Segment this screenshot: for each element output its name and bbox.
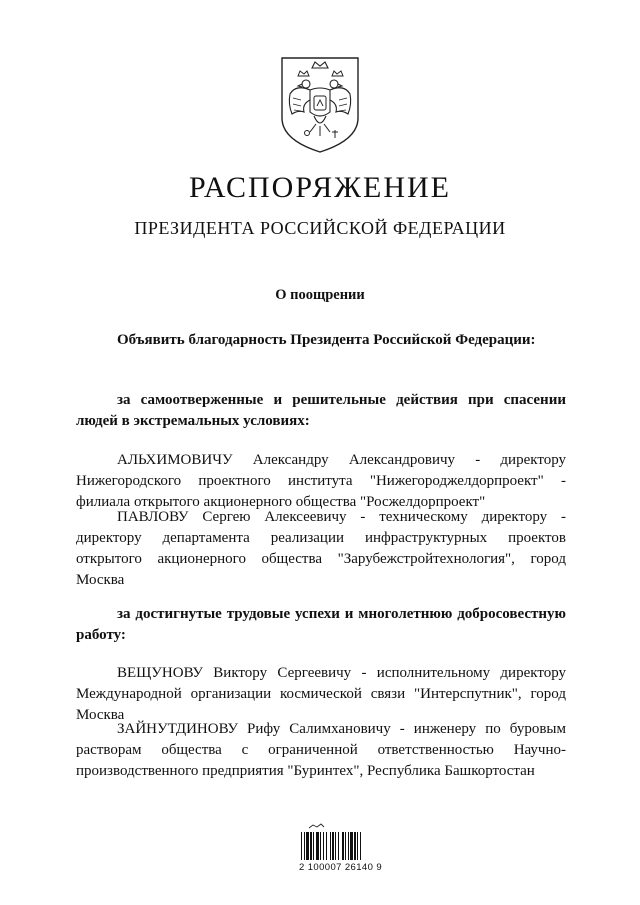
award-entry-text: ВЕЩУНОВУ Виктору Сергеевичу - исполнительному директору Международной организации космической связи "Интерспутник", город Москва [76, 665, 566, 723]
section2-heading-text: за достигнутые трудовые успехи и многолетнюю добросовестную работу: [76, 606, 566, 643]
list-item [76, 507, 566, 591]
document-subtitle: ПРЕЗИДЕНТА РОССИЙСКОЙ ФЕДЕРАЦИИ [134, 218, 506, 238]
list-item [76, 450, 566, 513]
intro-text: Объявить благодарность Президента Российской Федерации: [117, 332, 536, 348]
award-entry-text: ЗАЙНУТДИНОВУ Рифу Салимхановичу - инженеру по буровым растворам общества с ограниченной ответственностью Научно-производственного предприятия "Буринтех", Республика Башкортостан [76, 721, 566, 779]
section2-heading [76, 604, 566, 646]
list-item [76, 663, 566, 726]
section1-heading [76, 390, 566, 432]
list-item [76, 719, 566, 782]
award-entry-text: ПАВЛОВУ Сергею Алексеевичу - техническому директору - директору департамента реализации инфраструктурных проектов открытого акционерного общества "Зарубежстройтехнология", город Москва [76, 509, 566, 588]
document-subject: О поощрении [275, 287, 365, 303]
document-title: РАСПОРЯЖЕНИЕ [188, 171, 452, 204]
award-entry-text: АЛЬХИМОВИЧУ Александру Александровичу - директору Нижегородского проектного института "Нижегороджелдорпроект" - филиала открытого акционерного общества "Росжелдорпроект" [76, 452, 566, 510]
coat-of-arms-emblem [276, 54, 364, 154]
barcode-number: 2 100007 26140 9 [299, 862, 383, 873]
intro-paragraph [76, 330, 566, 351]
section1-heading-text: за самоотверженные и решительные действия при спасении людей в экстремальных условиях: [76, 392, 566, 429]
